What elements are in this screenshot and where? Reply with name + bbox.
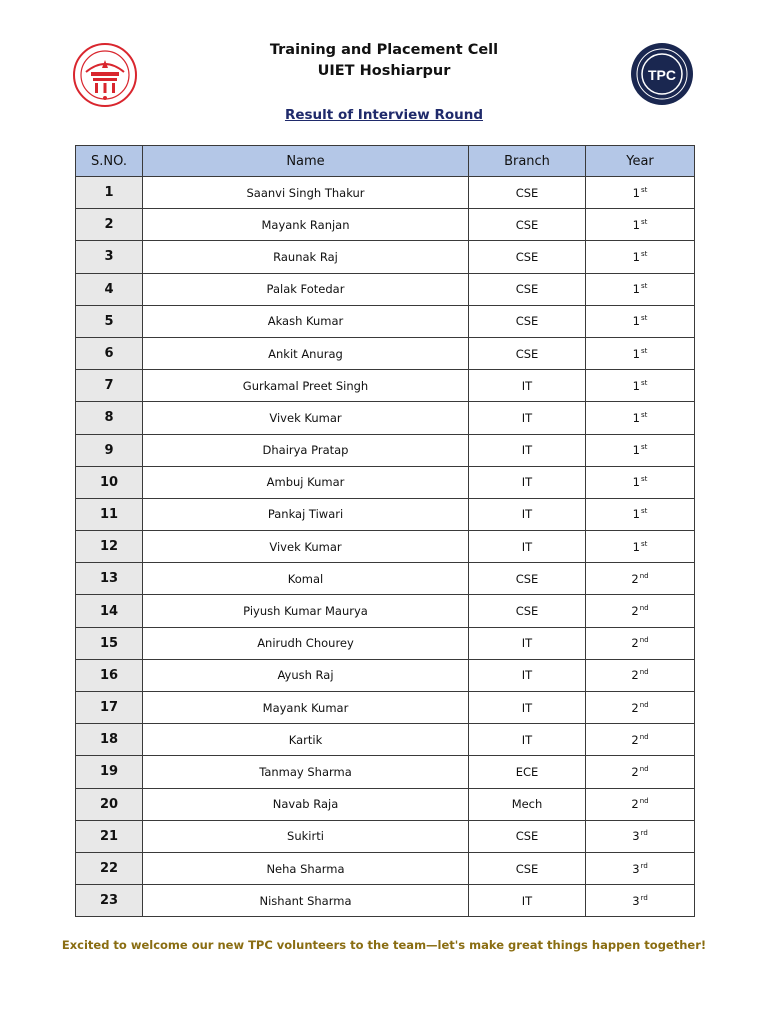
table-row — [76, 209, 695, 241]
cell-branch: CSE — [469, 595, 586, 627]
year-suffix: nd — [639, 604, 649, 613]
year-number: 3 — [632, 829, 640, 844]
year-suffix: st — [640, 378, 648, 387]
year-suffix: nd — [639, 732, 649, 741]
year-number: 1 — [632, 443, 640, 458]
year-number: 3 — [632, 893, 640, 908]
cell-name: Raunak Raj — [143, 241, 469, 273]
cell-branch: IT — [469, 466, 586, 498]
year-number: 1 — [632, 185, 640, 200]
year-suffix: st — [640, 539, 648, 548]
org-title: Training and Placement Cell — [269, 42, 499, 58]
table-row — [76, 756, 695, 788]
year-number: 2 — [631, 732, 639, 747]
org-subtitle: UIET Hoshiarpur — [317, 63, 451, 79]
year-suffix: rd — [640, 893, 648, 902]
cell-sno: 2 — [76, 209, 143, 241]
year-number: 1 — [632, 507, 640, 522]
table-row — [76, 273, 695, 305]
table-row — [76, 885, 695, 917]
cell-sno: 18 — [76, 724, 143, 756]
year-suffix: nd — [639, 797, 649, 806]
cell-branch: CSE — [469, 273, 586, 305]
cell-name: Komal — [143, 563, 469, 595]
table-row — [76, 370, 695, 402]
cell-name: Anirudh Chourey — [143, 627, 469, 659]
cell-branch: CSE — [469, 305, 586, 337]
cell-branch: IT — [469, 627, 586, 659]
cell-sno: 21 — [76, 820, 143, 852]
tpc-logo-icon — [630, 42, 694, 106]
year-number: 1 — [632, 282, 640, 297]
cell-branch: CSE — [469, 337, 586, 369]
cell-year — [586, 820, 695, 852]
column-header-year: Year — [586, 146, 695, 177]
cell-sno: 5 — [76, 305, 143, 337]
cell-branch: CSE — [469, 177, 586, 209]
cell-branch: IT — [469, 498, 586, 530]
cell-branch: CSE — [469, 563, 586, 595]
table-row — [76, 563, 695, 595]
table-row — [76, 337, 695, 369]
cell-sno: 6 — [76, 337, 143, 369]
table-row — [76, 627, 695, 659]
year-number: 1 — [632, 249, 640, 264]
cell-year — [586, 627, 695, 659]
cell-year — [586, 788, 695, 820]
table-row — [76, 595, 695, 627]
cell-branch: IT — [469, 885, 586, 917]
year-number: 1 — [632, 410, 640, 425]
table-row — [76, 724, 695, 756]
cell-name: Ayush Raj — [143, 659, 469, 691]
cell-name: Tanmay Sharma — [143, 756, 469, 788]
year-suffix: rd — [640, 861, 648, 870]
year-number: 2 — [631, 571, 639, 586]
year-number: 3 — [632, 861, 640, 876]
tpc-logo-text: TPC — [648, 67, 676, 83]
page-title: Result of Interview Round — [284, 107, 484, 123]
cell-branch: CSE — [469, 820, 586, 852]
table-row — [76, 402, 695, 434]
year-suffix: st — [640, 217, 648, 226]
cell-name: Vivek Kumar — [143, 531, 469, 563]
cell-sno: 10 — [76, 466, 143, 498]
cell-year — [586, 852, 695, 884]
table-row — [76, 531, 695, 563]
cell-branch: IT — [469, 434, 586, 466]
year-suffix: nd — [639, 636, 649, 645]
year-number: 2 — [631, 797, 639, 812]
cell-branch: IT — [469, 659, 586, 691]
cell-name: Mayank Kumar — [143, 692, 469, 724]
year-number: 1 — [632, 346, 640, 361]
year-suffix: nd — [639, 668, 649, 677]
table-row — [76, 305, 695, 337]
cell-name: Piyush Kumar Maurya — [143, 595, 469, 627]
year-suffix: st — [640, 282, 648, 291]
year-number: 1 — [632, 314, 640, 329]
cell-branch: Mech — [469, 788, 586, 820]
year-number: 1 — [632, 378, 640, 393]
column-header-sno: S.NO. — [76, 146, 143, 177]
cell-name: Ambuj Kumar — [143, 466, 469, 498]
cell-year — [586, 563, 695, 595]
cell-sno: 1 — [76, 177, 143, 209]
cell-sno: 7 — [76, 370, 143, 402]
cell-sno: 12 — [76, 531, 143, 563]
table-row — [76, 434, 695, 466]
column-header-name: Name — [143, 146, 469, 177]
cell-year — [586, 885, 695, 917]
cell-name: Vivek Kumar — [143, 402, 469, 434]
cell-name: Palak Fotedar — [143, 273, 469, 305]
cell-name: Akash Kumar — [143, 305, 469, 337]
cell-year — [586, 273, 695, 305]
year-suffix: st — [640, 249, 648, 258]
cell-sno: 20 — [76, 788, 143, 820]
table-header-row — [76, 146, 695, 177]
cell-name: Nishant Sharma — [143, 885, 469, 917]
year-suffix: st — [640, 443, 648, 452]
table-row — [76, 820, 695, 852]
year-number: 2 — [631, 604, 639, 619]
cell-sno: 3 — [76, 241, 143, 273]
year-suffix: nd — [639, 700, 649, 709]
column-header-branch: Branch — [469, 146, 586, 177]
results-table — [75, 145, 695, 917]
cell-year — [586, 659, 695, 691]
cell-sno: 11 — [76, 498, 143, 530]
cell-branch: CSE — [469, 852, 586, 884]
cell-sno: 8 — [76, 402, 143, 434]
year-suffix: rd — [640, 829, 648, 838]
cell-branch: IT — [469, 692, 586, 724]
cell-name: Saanvi Singh Thakur — [143, 177, 469, 209]
cell-branch: IT — [469, 370, 586, 402]
cell-branch: IT — [469, 724, 586, 756]
cell-name: Dhairya Pratap — [143, 434, 469, 466]
cell-year — [586, 402, 695, 434]
year-suffix: st — [640, 507, 648, 516]
cell-name: Kartik — [143, 724, 469, 756]
cell-year — [586, 177, 695, 209]
year-number: 2 — [631, 700, 639, 715]
cell-year — [586, 337, 695, 369]
table-row — [76, 177, 695, 209]
year-suffix: st — [640, 185, 648, 194]
cell-year — [586, 595, 695, 627]
cell-sno: 4 — [76, 273, 143, 305]
cell-branch: ECE — [469, 756, 586, 788]
cell-year — [586, 434, 695, 466]
cell-year — [586, 724, 695, 756]
table-row — [76, 852, 695, 884]
year-suffix: nd — [639, 571, 649, 580]
cell-branch: IT — [469, 402, 586, 434]
cell-name: Navab Raja — [143, 788, 469, 820]
cell-name: Neha Sharma — [143, 852, 469, 884]
cell-sno: 23 — [76, 885, 143, 917]
cell-name: Pankaj Tiwari — [143, 498, 469, 530]
year-number: 2 — [631, 636, 639, 651]
cell-name: Sukirti — [143, 820, 469, 852]
footer-message: Excited to welcome our new TPC volunteers to the team—let's make great things happen together! — [61, 938, 707, 952]
cell-year — [586, 692, 695, 724]
cell-sno: 13 — [76, 563, 143, 595]
year-suffix: nd — [639, 764, 649, 773]
year-suffix: st — [640, 410, 648, 419]
cell-sno: 14 — [76, 595, 143, 627]
cell-sno: 9 — [76, 434, 143, 466]
cell-name: Mayank Ranjan — [143, 209, 469, 241]
cell-year — [586, 370, 695, 402]
cell-sno: 22 — [76, 852, 143, 884]
cell-branch: CSE — [469, 241, 586, 273]
cell-branch: IT — [469, 531, 586, 563]
cell-name: Ankit Anurag — [143, 337, 469, 369]
year-suffix: st — [640, 314, 648, 323]
cell-year — [586, 466, 695, 498]
table-row — [76, 788, 695, 820]
cell-year — [586, 209, 695, 241]
table-row — [76, 659, 695, 691]
cell-year — [586, 241, 695, 273]
cell-year — [586, 756, 695, 788]
table-row — [76, 241, 695, 273]
year-suffix: st — [640, 346, 648, 355]
cell-sno: 19 — [76, 756, 143, 788]
cell-branch: CSE — [469, 209, 586, 241]
cell-year — [586, 531, 695, 563]
table-row — [76, 466, 695, 498]
cell-sno: 16 — [76, 659, 143, 691]
year-suffix: st — [640, 475, 648, 484]
table-row — [76, 692, 695, 724]
year-number: 2 — [631, 764, 639, 779]
table-row — [76, 498, 695, 530]
year-number: 2 — [631, 668, 639, 683]
cell-year — [586, 305, 695, 337]
cell-year — [586, 498, 695, 530]
year-number: 1 — [632, 539, 640, 554]
cell-sno: 17 — [76, 692, 143, 724]
year-number: 1 — [632, 217, 640, 232]
cell-sno: 15 — [76, 627, 143, 659]
cell-name: Gurkamal Preet Singh — [143, 370, 469, 402]
year-number: 1 — [632, 475, 640, 490]
